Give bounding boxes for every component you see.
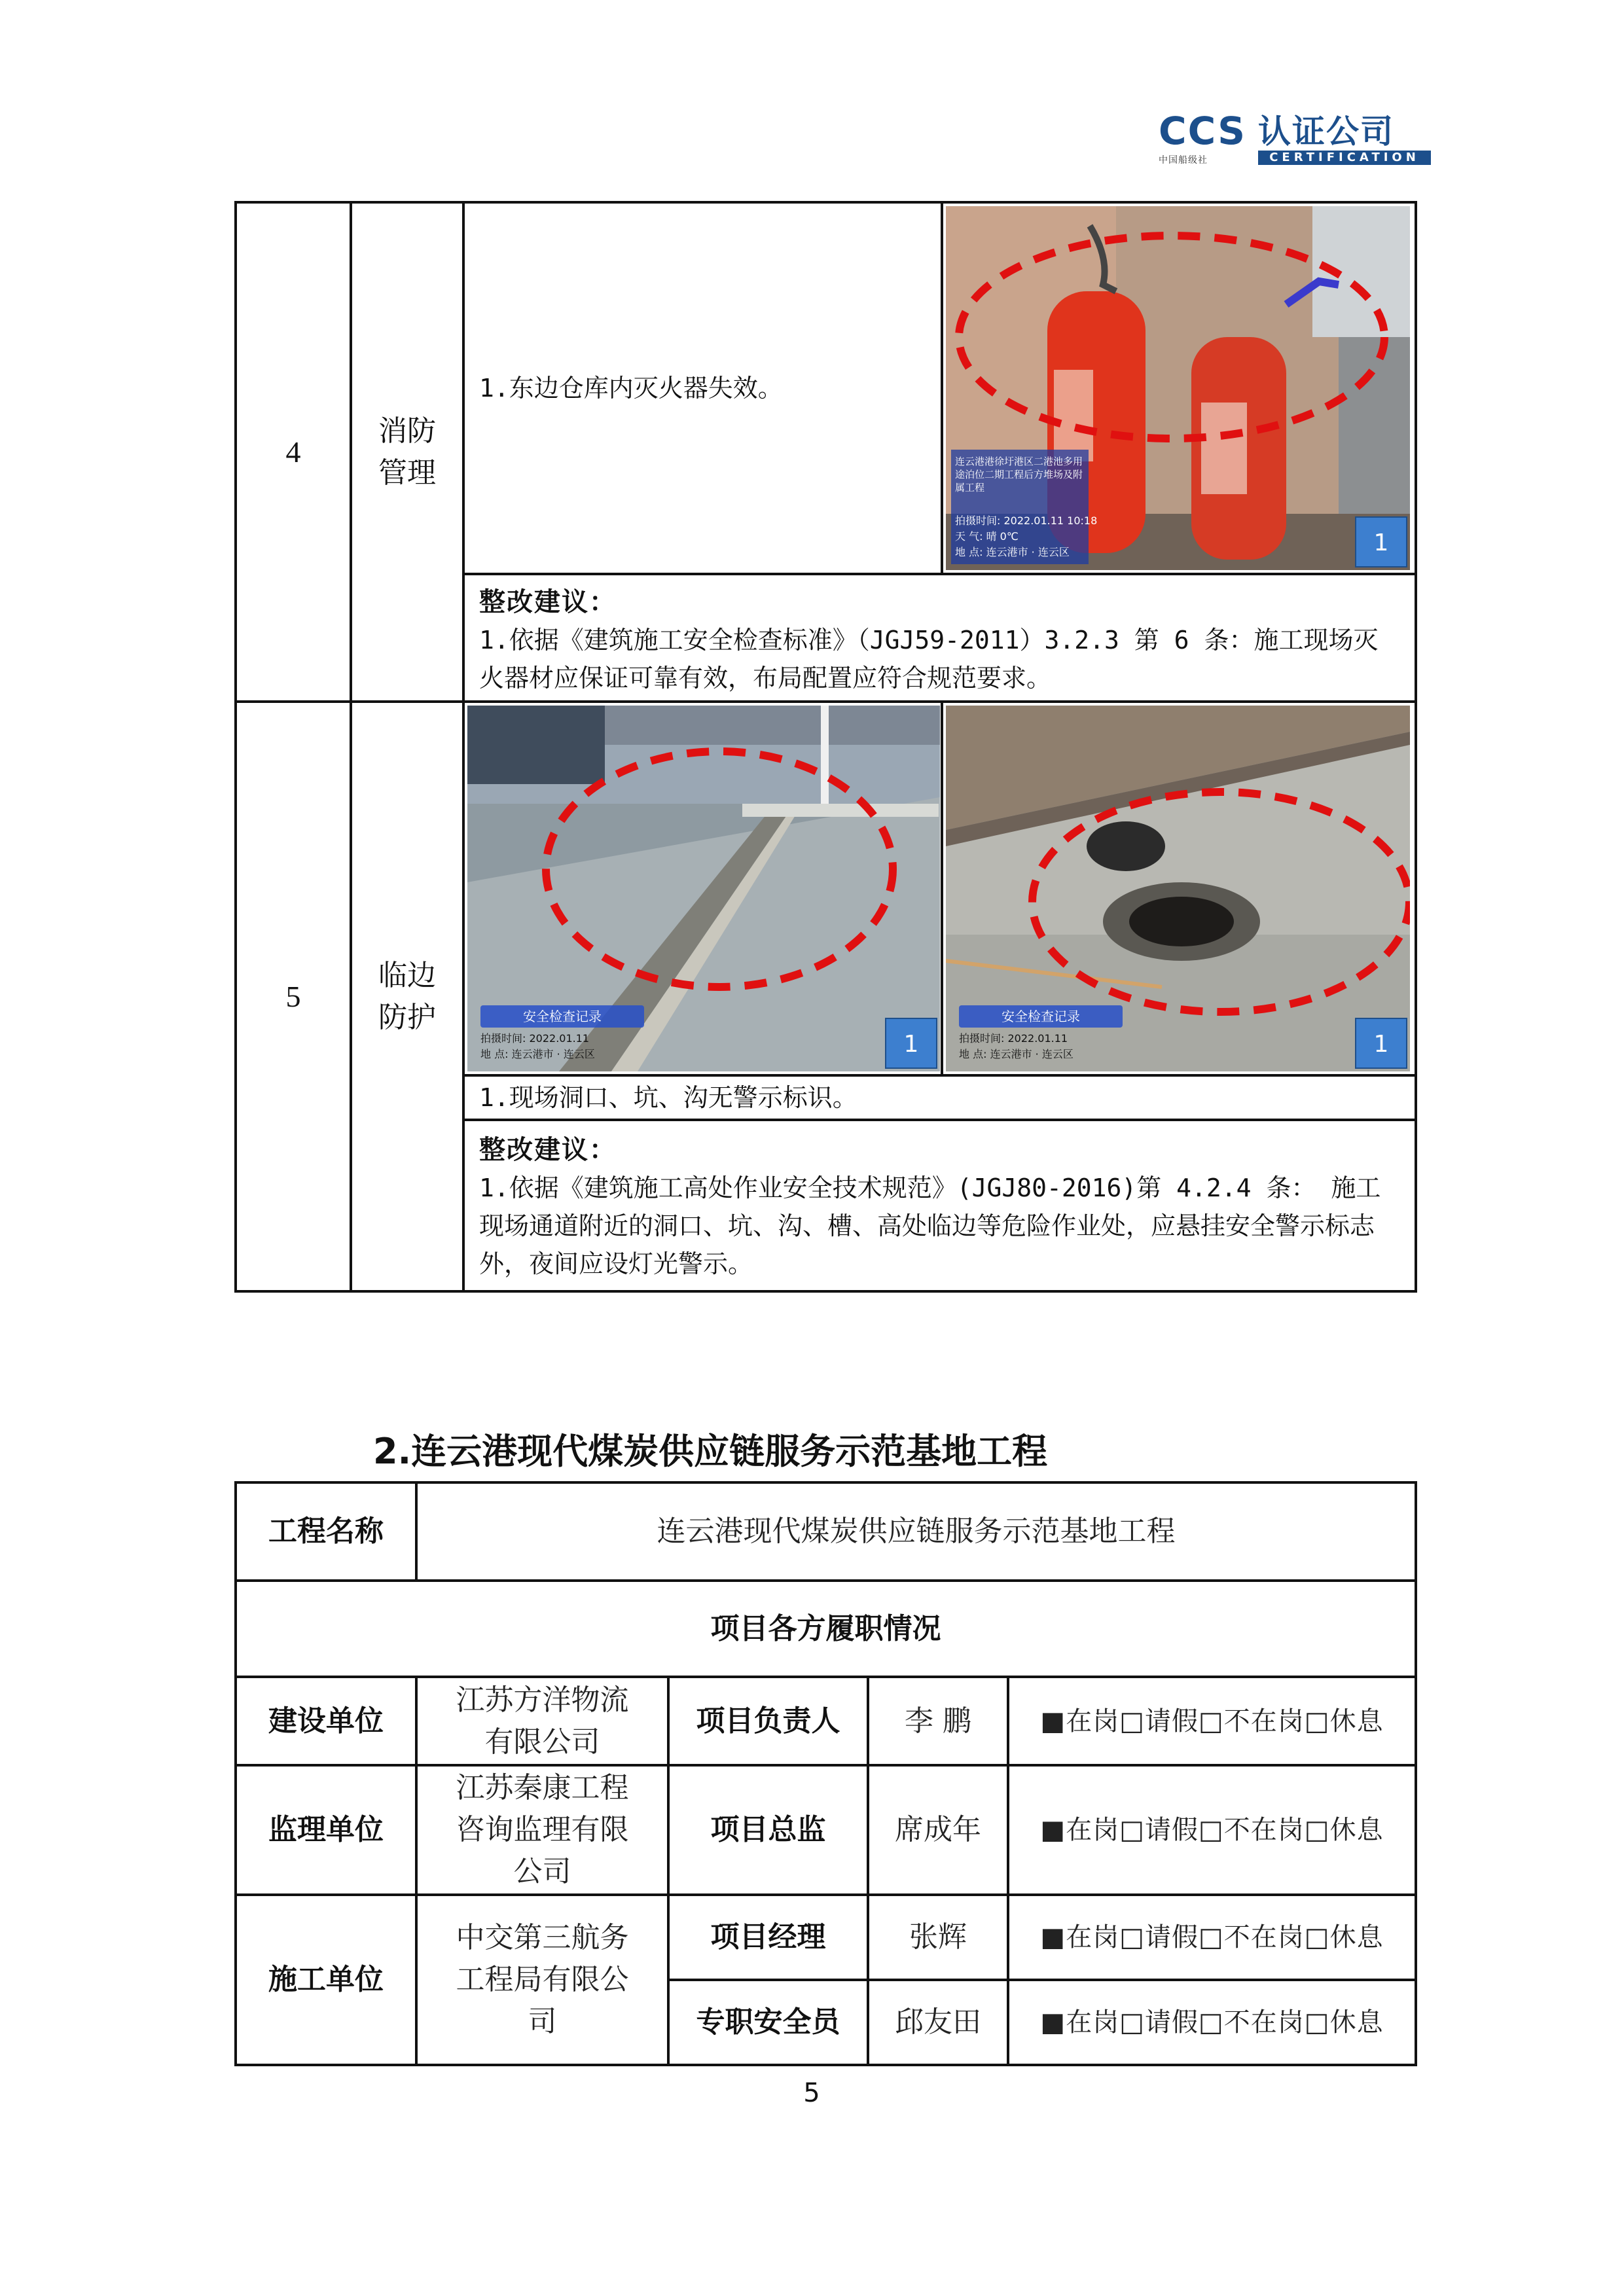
photo-time: 拍摄时间: 2022.01.11 10:18 [955, 514, 1098, 527]
photo-location: 地 点: 连云港市 · 连云区 [480, 1048, 595, 1060]
project-duty-table [234, 1481, 1417, 2066]
issue-finding: 1.东边仓库内灭火器失效。 [463, 202, 942, 574]
person-name: 席成年 [868, 1765, 1008, 1895]
role-label: 项目总监 [668, 1765, 868, 1895]
unit-label: 建设单位 [236, 1677, 416, 1765]
issue-category: 临边 防护 [351, 702, 463, 1291]
photo-location: 地 点: 连云港市 · 连云区 [955, 546, 1070, 558]
photo-caption-title: 连云港港徐圩港区二港池多用途泊位二期工程后方堆场及附属工程 [955, 456, 1083, 493]
issues-table [234, 201, 1417, 1293]
duty-header-row [236, 1581, 1416, 1677]
role-label: 项目负责人 [668, 1677, 868, 1765]
photo-time: 拍摄时间: 2022.01.11 [480, 1032, 590, 1045]
table-row [236, 1677, 1416, 1765]
attendance-status: ■在岗□请假□不在岗□休息 [1008, 1895, 1416, 1980]
person-name: 邱友田 [868, 1980, 1008, 2065]
logo-subtitle: 中国船级社 [1159, 155, 1208, 166]
project-name-value: 连云港现代煤炭供应链服务示范基地工程 [416, 1482, 1416, 1581]
photo-badge: 1 [1355, 1018, 1407, 1069]
unit-name: 江苏方洋物流有限公司 [416, 1677, 668, 1765]
attendance-status: ■在岗□请假□不在岗□休息 [1008, 1677, 1416, 1765]
issue-number: 5 [236, 702, 351, 1291]
unit-label: 施工单位 [236, 1895, 416, 2065]
ccs-logo [1159, 111, 1434, 170]
role-label: 项目经理 [668, 1895, 868, 1980]
photo-badge: 1 [1355, 516, 1407, 567]
project-name-label: 工程名称 [236, 1482, 416, 1581]
section-title: 2.连云港现代煤炭供应链服务示范基地工程 [373, 1431, 1048, 1472]
page-number: 5 [803, 2078, 820, 2108]
issue-suggestion: 整改建议： 1.依据《建筑施工高处作业安全技术规范》(JGJ80-2016)第 4.2.4 条： 施工现场通道附近的洞口、坑、沟、槽、高处临边等危险作业处，应悬挂安全警示标志外，夜间应设灯光警示。 [463, 1120, 1416, 1291]
project-name-row [236, 1482, 1416, 1581]
photo-edge-protection [463, 702, 942, 1075]
photo-record-label: 安全检查记录 [480, 1005, 644, 1028]
photo-badge: 1 [885, 1018, 937, 1069]
table-row [236, 1765, 1416, 1895]
role-label: 专职安全员 [668, 1980, 868, 2065]
photo-record-label: 安全检查记录 [959, 1005, 1123, 1028]
person-name: 张辉 [868, 1895, 1008, 1980]
photo-fire-extinguisher [942, 202, 1416, 574]
logo-cn-name: 认证公司 [1258, 113, 1394, 151]
issue-suggestion: 整改建议： 1.依据《建筑施工安全检查标准》（JGJ59-2011）3.2.3 第 6 条：施工现场灭火器材应保证可靠有效，布局配置应符合规范要求。 [463, 574, 1416, 702]
unit-name: 中交第三航务工程局有限公司 [416, 1895, 668, 2065]
unit-label: 监理单位 [236, 1765, 416, 1895]
attendance-status: ■在岗□请假□不在岗□休息 [1008, 1765, 1416, 1895]
issue-category: 消防 管理 [351, 202, 463, 702]
issue-number: 4 [236, 202, 351, 702]
logo-en-name: CERTIFICATION [1258, 151, 1431, 165]
unit-name: 江苏秦康工程咨询监理有限公司 [416, 1765, 668, 1895]
table-row [236, 1895, 1416, 1980]
photo-weather: 天 气: 晴 0℃ [955, 530, 1019, 543]
person-name: 李 鹏 [868, 1677, 1008, 1765]
photo-location: 地 点: 连云港市 · 连云区 [959, 1048, 1074, 1060]
photo-time: 拍摄时间: 2022.01.11 [959, 1032, 1068, 1045]
issue-finding: 1.现场洞口、坑、沟无警示标识。 [463, 1075, 1416, 1120]
issue-row-5 [236, 702, 1416, 1075]
attendance-status: ■在岗□请假□不在岗□休息 [1008, 1980, 1416, 2065]
issue-row-4 [236, 202, 1416, 574]
duty-header: 项目各方履职情况 [236, 1581, 1416, 1677]
photo-manhole [942, 702, 1416, 1075]
logo-brand: CCS [1159, 109, 1246, 153]
